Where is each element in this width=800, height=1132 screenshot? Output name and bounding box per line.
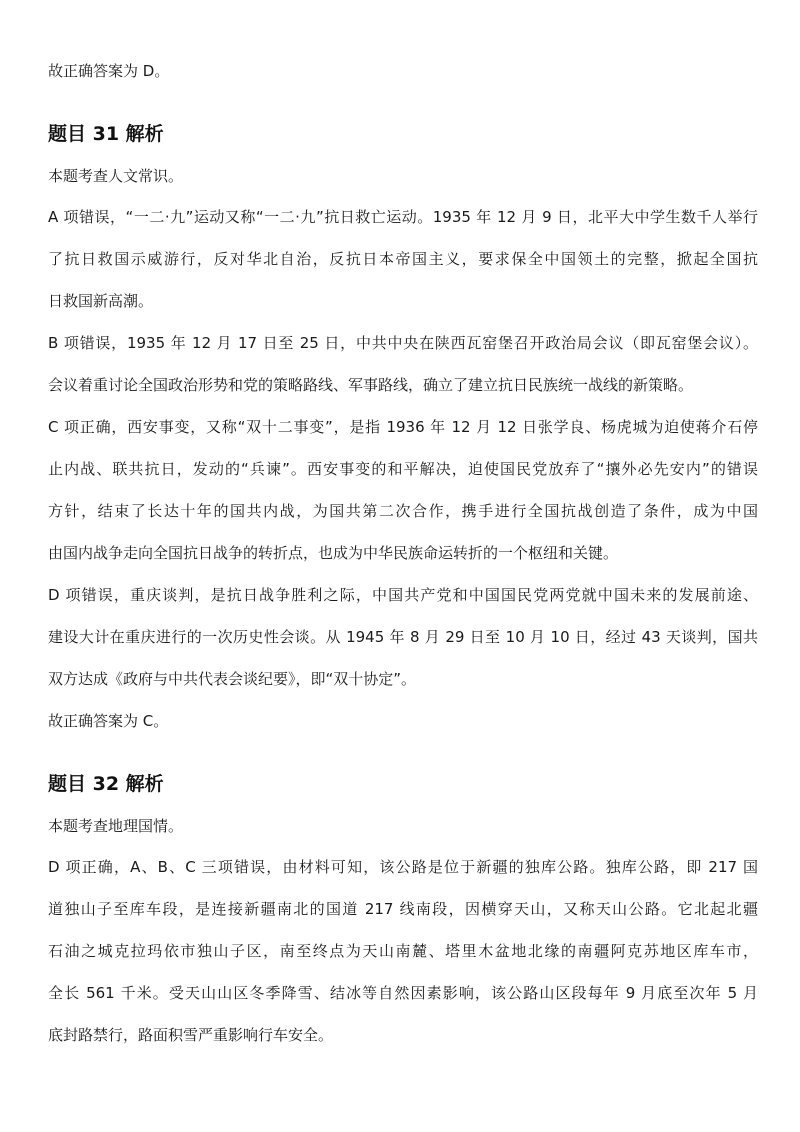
q31-a-line-3: 日救国新高潮。 — [48, 292, 154, 310]
q31-c-line-2: 止内战、联共抗日，发动的“兵谏”。西安事变的和平解决，迫使国民党放弃了“攘外必先安内”的错误 — [48, 460, 758, 478]
heading-q31: 题目 31 解析 — [48, 123, 164, 145]
prev-answer: 故正确答案为 D。 — [48, 62, 170, 80]
q31-intro: 本题考查人文常识。 — [48, 167, 184, 185]
q31-c-line-3: 方针，结束了长达十年的国共内战，为国共第二次合作，携手进行全国抗战创造了条件，成为中国 — [48, 502, 758, 520]
q32-d-line-4: 全长 561 千米。受天山山区冬季降雪、结冰等自然因素影响，该公路山区段每年 9 月底至次年 5 月 — [48, 984, 758, 1002]
heading-q32: 题目 32 解析 — [48, 773, 164, 795]
q31-b-line-2: 会议着重讨论全国政治形势和党的策略路线、军事路线，确立了建立抗日民族统一战线的新策略。 — [48, 376, 694, 394]
q31-c-line-4: 由国内战争走向全国抗日战争的转折点，也成为中华民族命运转折的一个枢纽和关键。 — [48, 544, 619, 562]
q31-d-line-3: 双方达成《政府与中共代表会谈纪要》，即“双十协定”。 — [48, 670, 417, 688]
q32-intro: 本题考查地理国情。 — [48, 817, 184, 835]
q31-d-line-2: 建设大计在重庆进行的一次历史性会谈。从 1945 年 8 月 29 日至 10 月 10 日，经过 43 天谈判，国共 — [48, 628, 758, 646]
q31-d-line-1: D 项错误，重庆谈判，是抗日战争胜利之际，中国共产党和中国国民党两党就中国未来的发展前途、 — [48, 586, 758, 604]
q32-d-line-5: 底封路禁行，路面积雪严重影响行车安全。 — [48, 1026, 334, 1044]
q32-d-line-2: 道独山子至库车段，是连接新疆南北的国道 217 线南段，因横穿天山，又称天山公路。它北起北疆 — [48, 900, 758, 918]
q31-a-line-2: 了抗日救国示威游行，反对华北自治，反抗日本帝国主义，要求保全中国领土的完整，掀起全国抗 — [48, 250, 758, 268]
q32-d-line-1: D 项正确，A、B、C 三项错误，由材料可知，该公路是位于新疆的独库公路。独库公路，即 217 国 — [48, 858, 758, 876]
q31-c-line-1: C 项正确，西安事变，又称“双十二事变”，是指 1936 年 12 月 12 日张学良、杨虎城为迫使蒋介石停 — [48, 418, 758, 436]
q31-answer: 故正确答案为 C。 — [48, 712, 169, 730]
q31-b-line-1: B 项错误，1935 年 12 月 17 日至 25 日，中共中央在陕西瓦窑堡召开政治局会议（即瓦窑堡会议）。 — [48, 334, 758, 352]
q31-a-line-1: A 项错误，“一二·九”运动又称“一二·九”抗日救亡运动。1935 年 12 月 9 日，北平大中学生数千人举行 — [48, 208, 758, 226]
q32-d-line-3: 石油之城克拉玛依市独山子区，南至终点为天山南麓、塔里木盆地北缘的南疆阿克苏地区库车市， — [48, 942, 758, 960]
